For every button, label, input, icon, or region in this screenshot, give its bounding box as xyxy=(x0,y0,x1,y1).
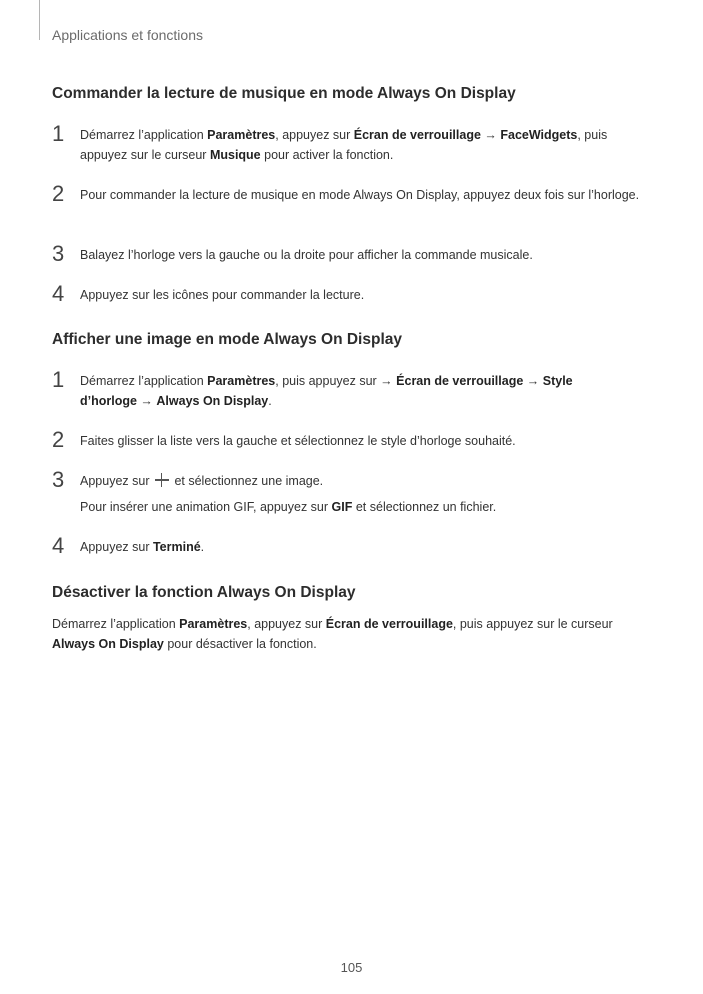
step-number: 4 xyxy=(52,281,65,306)
ui-label-always-on-display: Always On Display xyxy=(156,394,269,408)
step-text: Appuyez sur et sélectionnez une image. Pour insérer une animation GIF, appuyez sur GIF et sélectionnez un fichier. xyxy=(80,471,652,517)
step-text: Pour commander la lecture de musique en mode Always On Display, appuyez deux fois sur l’horloge. xyxy=(80,188,640,202)
section-title: Commander la lecture de musique en mode Always On Display xyxy=(52,85,516,102)
chapter-title: Applications et fonctions xyxy=(52,27,203,43)
step-text: Démarrez l’application Paramètres, puis appuyez sur → Écran de verrouillage → Style d’horloge → Always On Display. xyxy=(80,374,573,408)
ui-label-ecran-verrouillage: Écran de verrouillage xyxy=(353,128,481,142)
step-text: Balayez l’horloge vers la gauche ou la droite pour afficher la commande musicale. xyxy=(80,248,533,262)
step-number: 4 xyxy=(52,533,65,558)
ui-label-parametres: Paramètres xyxy=(179,617,248,631)
step-text: Appuyez sur Terminé. xyxy=(80,540,205,554)
section-title: Afficher une image en mode Always On Display xyxy=(52,331,402,348)
section-image-aod xyxy=(52,329,652,558)
ui-label-parametres: Paramètres xyxy=(207,128,276,142)
step-number: 3 xyxy=(52,241,65,266)
ui-label-always-on-display: Always On Display xyxy=(52,637,164,651)
step-note: Pour insérer une animation GIF, appuyez sur GIF et sélectionnez un fichier. xyxy=(80,500,497,514)
step-text: Appuyez sur les icônes pour commander la lecture. xyxy=(80,288,365,302)
step-text: Démarrez l’application Paramètres, appuyez sur Écran de verrouillage → FaceWidgets, puis appuyez sur le curseur Musique pour activer la fonction. xyxy=(80,128,608,162)
ui-label-style-horloge: Style d’horloge xyxy=(80,374,573,408)
ui-label-termine: Terminé xyxy=(152,540,201,554)
section-title: Désactiver la fonction Always On Display xyxy=(52,584,356,601)
plus-icon xyxy=(155,473,169,487)
page-number: 105 xyxy=(340,960,363,975)
ui-label-parametres: Paramètres xyxy=(207,374,276,388)
step-text: Faites glisser la liste vers la gauche et sélectionnez le style d’horloge souhaité. xyxy=(80,434,516,448)
paragraph: Démarrez l’application Paramètres, appuyez sur Écran de verrouillage, puis appuyez sur le curseur Always On Display pour désactiver la fonction. xyxy=(52,617,613,651)
margin-rule xyxy=(39,0,40,40)
step-number: 1 xyxy=(52,121,65,146)
step-number: 2 xyxy=(52,181,65,206)
ui-label-gif: GIF xyxy=(331,500,353,514)
step-number: 2 xyxy=(52,427,65,452)
ui-label-musique: Musique xyxy=(209,148,261,162)
ui-label-ecran-verrouillage: Écran de verrouillage xyxy=(325,617,453,631)
step-number: 1 xyxy=(52,367,65,392)
section-disable-aod xyxy=(52,582,652,651)
ui-label-ecran-verrouillage: Écran de verrouillage xyxy=(396,374,524,388)
ui-label-facewidgets: FaceWidgets xyxy=(500,128,578,142)
section-music-control xyxy=(52,83,652,306)
step-number: 3 xyxy=(52,467,65,492)
